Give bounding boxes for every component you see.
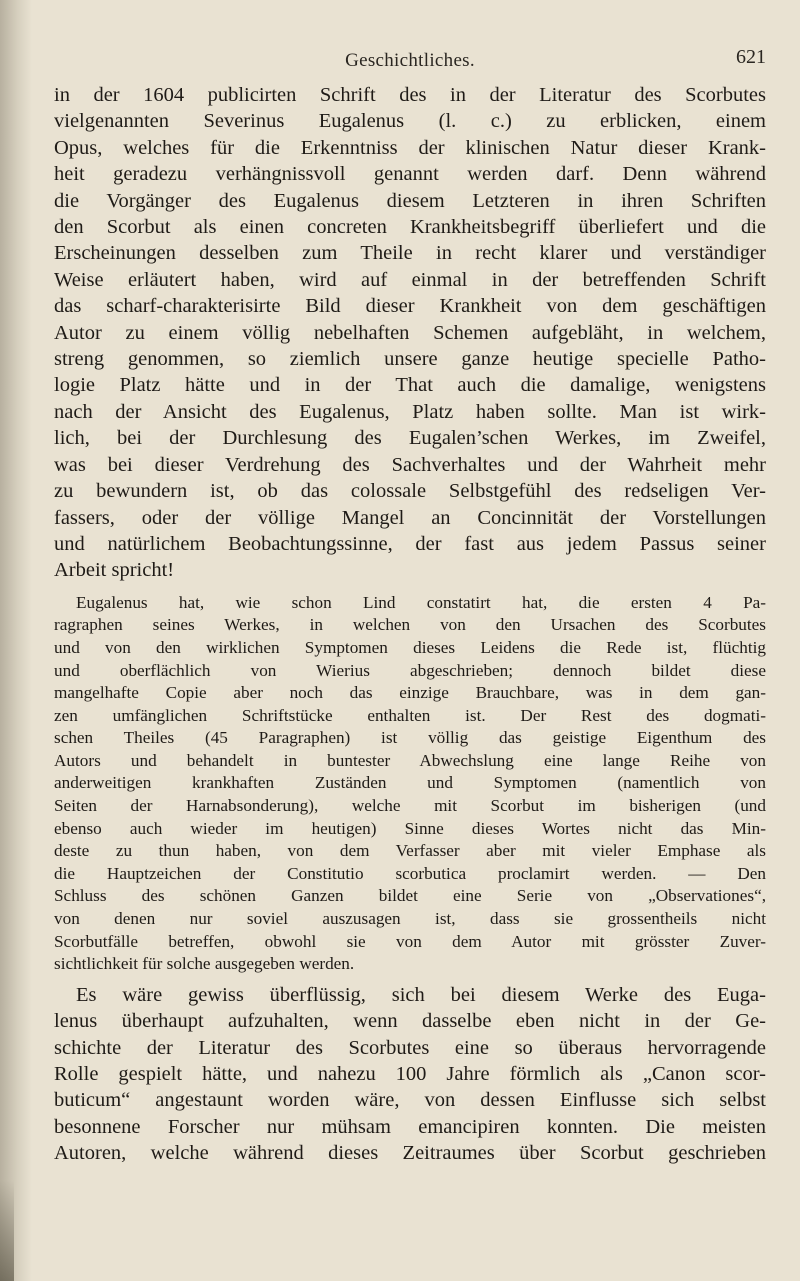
page-binding-shadow	[0, 0, 32, 1281]
text-line: schen Theiles (45 Paragraphen) ist völlig das geistige Eigenthum des	[54, 728, 766, 748]
text-line: nach der Ansicht des Eugalenus, Platz haben sollte. Man ist wirk-	[54, 400, 766, 423]
text-line: Autor zu einem völlig nebelhaften Schemen aufgebläht, in welchem,	[54, 321, 766, 344]
text-line: fassers, oder der völlige Mangel an Concinnität der Vorstellungen	[54, 506, 766, 529]
text-line: schichte der Literatur des Scorbutes eine so überaus hervorragende	[54, 1036, 766, 1059]
text-line: in der 1604 publicirten Schrift des in der Literatur des Scorbutes	[54, 84, 766, 106]
text-line: streng genommen, so ziemlich unsere ganze heutige specielle Patho-	[54, 348, 766, 371]
text-line: ragraphen seines Werkes, in welchen von den Ursachen des Scorbutes	[54, 615, 766, 635]
text-line: buticum“ angestaunt worden wäre, von dessen Einflusse sich selbst	[54, 1089, 766, 1112]
paragraph-1	[54, 82, 766, 584]
running-title: Geschichtliches.	[345, 50, 475, 71]
book-page	[54, 42, 766, 1167]
text-line: und oberflächlich von Wierius abgeschrieben; dennoch bildet diese	[54, 660, 766, 680]
text-line: die Vorgänger des Eugalenus diesem Letzteren in ihren Schriften	[54, 189, 766, 212]
text-line: Erscheinungen desselben zum Theile in recht klarer und verständiger	[54, 242, 766, 265]
text-line: von denen nur soviel auszusagen ist, dass sie grossentheils nicht	[54, 909, 766, 929]
text-line: lich, bei der Durchlesung des Eugalen’schen Werkes, im Zweifel,	[54, 427, 766, 450]
text-line: und von den wirklichen Symptomen dieses Leidens die Rede ist, flüchtig	[54, 637, 766, 657]
text-line: Autors und behandelt in buntester Abwechslung eine lange Reihe von	[54, 750, 766, 770]
text-line: logie Platz hätte und in der That auch die damalige, wenigstens	[54, 374, 766, 397]
page-corner-shadow	[0, 1180, 14, 1281]
text-line: zen umfänglichen Schriftstücke enthalten ist. Der Rest des dogmati-	[54, 705, 766, 725]
text-line: heit geradezu verhängnissvoll genannt werden darf. Denn während	[54, 163, 766, 186]
text-line: deste zu thun haben, von dem Verfasser aber mit vieler Emphase als	[54, 841, 766, 861]
text-line: Eugalenus hat, wie schon Lind constatirt hat, die ersten 4 Pa-	[76, 592, 766, 612]
text-line: Rolle gespielt hätte, und nahezu 100 Jahre förmlich als „Canon scor-	[54, 1063, 766, 1086]
text-line: Arbeit spricht!	[54, 559, 175, 582]
text-line: Schluss des schönen Ganzen bildet eine Serie von „Observationes“,	[54, 886, 766, 906]
text-line: das scharf-charakterisirte Bild dieser Krankheit von dem geschäftigen	[54, 295, 766, 318]
text-line: Seiten der Harnabsonderung), welche mit Scorbut im bisherigen (und	[54, 796, 766, 816]
text-line: Opus, welches für die Erkenntniss der klinischen Natur dieser Krank-	[54, 136, 766, 159]
running-head	[54, 42, 766, 82]
text-line: sichtlichkeit für solche ausgegeben werden.	[54, 954, 355, 974]
text-line: Weise erläutert haben, wird auf einmal in der betreffenden Schrift	[54, 268, 766, 291]
text-line: den Scorbut als einen concreten Krankheitsbegriff überliefert und die	[54, 216, 766, 239]
text-line: und natürlichem Beobachtungssinne, der fast aus jedem Passus seiner	[54, 532, 766, 555]
text-line: Scorbutfälle betreffen, obwohl sie von dem Autor mit grösster Zuver-	[54, 931, 766, 951]
paragraph-3	[54, 982, 766, 1167]
paragraph-2-small-print	[54, 592, 766, 976]
text-line: besonnene Forscher nur mühsam emancipiren konnten. Die meisten	[54, 1115, 766, 1138]
text-line: was bei dieser Verdrehung des Sachverhaltes und der Wahrheit mehr	[54, 453, 766, 476]
text-line: Autoren, welche während dieses Zeitraumes über Scorbut geschrieben	[54, 1142, 766, 1165]
text-line: die Hauptzeichen der Constitutio scorbutica proclamirt werden. — Den	[54, 863, 766, 883]
text-line: lenus überhaupt aufzuhalten, wenn dasselbe eben nicht in der Ge-	[54, 1010, 766, 1033]
text-line: ebenso auch wieder im heutigen) Sinne dieses Wortes nicht das Min-	[54, 818, 766, 838]
page-number: 621	[736, 46, 766, 68]
text-line: mangelhafte Copie aber noch das einzige Brauchbare, was in dem gan-	[54, 683, 766, 703]
text-line: Es wäre gewiss überflüssig, sich bei diesem Werke des Euga-	[76, 983, 766, 1006]
text-line: anderweitigen krankhaften Zuständen und Symptomen (namentlich von	[54, 773, 766, 793]
text-line: vielgenannten Severinus Eugalenus (l. c.) zu erblicken, einem	[54, 110, 766, 133]
text-line: zu bewundern ist, ob das colossale Selbstgefühl des redseligen Ver-	[54, 480, 766, 503]
